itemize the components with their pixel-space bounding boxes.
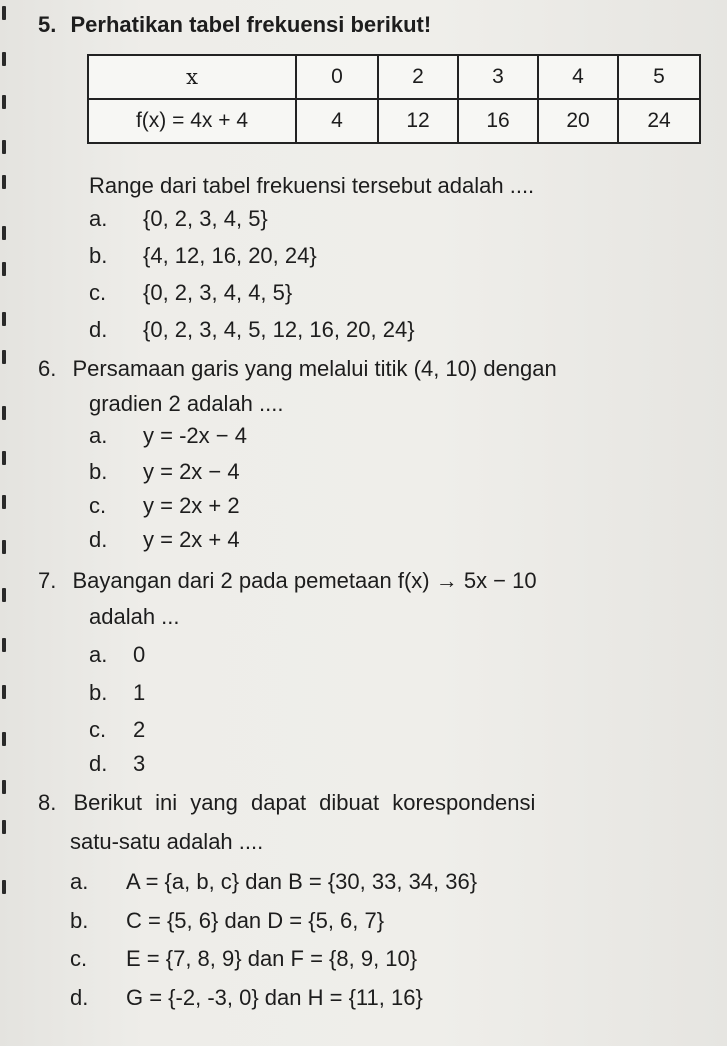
option-row [89, 717, 146, 743]
table-cell: 12 [378, 99, 458, 143]
option-text: y = 2x − 4 [143, 459, 240, 484]
binder-hole [2, 226, 6, 240]
table-cell: 2 [378, 55, 458, 99]
question-6-line2: gradien 2 adalah .... [89, 391, 284, 416]
option-letter: d. [89, 317, 108, 342]
question-number: 5. [38, 12, 57, 37]
option-row [89, 243, 317, 269]
binder-hole [2, 540, 6, 554]
binder-hole [2, 820, 6, 834]
table-cell: 4 [296, 99, 378, 143]
option-text: y = 2x + 2 [143, 493, 240, 518]
binder-hole [2, 685, 6, 699]
frequency-table [87, 54, 701, 144]
option-row [89, 280, 293, 306]
table-cell: 3 [458, 55, 538, 99]
option-text: {0, 2, 3, 4, 5, 12, 16, 20, 24} [143, 317, 415, 342]
binder-hole [2, 312, 6, 326]
binder-hole [2, 588, 6, 602]
question-5-header [38, 12, 431, 38]
binder-hole [2, 175, 6, 189]
binder-hole [2, 638, 6, 652]
option-letter: b. [89, 680, 108, 705]
option-row [89, 680, 146, 706]
option-text: 0 [133, 642, 146, 667]
option-letter: b. [70, 908, 89, 933]
option-text: {0, 2, 3, 4, 4, 5} [143, 280, 293, 305]
binder-hole [2, 495, 6, 509]
option-text: y = 2x + 4 [143, 527, 240, 552]
option-text: 2 [133, 717, 146, 742]
question-prompt: Perhatikan tabel frekuensi berikut! [70, 12, 432, 37]
table-cell: 20 [538, 99, 618, 143]
option-row [70, 908, 385, 934]
table-row [88, 99, 700, 143]
option-letter: c. [89, 717, 107, 742]
option-row [89, 459, 240, 485]
binder-hole [2, 6, 6, 20]
option-letter: d. [89, 751, 108, 776]
option-row [89, 317, 415, 343]
option-text: 1 [133, 680, 146, 705]
question-text: Bayangan dari 2 pada pemetaan f(x) → 5x − 10 [72, 568, 537, 593]
question-5-text: Range dari tabel frekuensi tersebut adalah .... [89, 173, 535, 198]
binder-hole [2, 95, 6, 109]
table-row [88, 55, 700, 99]
question-7-line1 [38, 568, 537, 594]
option-letter: d. [89, 527, 108, 552]
option-row [70, 869, 478, 895]
binder-hole [2, 406, 6, 420]
question-8-line2: satu-satu adalah .... [70, 829, 264, 854]
option-row [89, 527, 240, 553]
binder-hole [2, 140, 6, 154]
option-letter: b. [89, 243, 108, 268]
binder-hole [2, 262, 6, 276]
option-letter: c. [89, 493, 107, 518]
table-cell: 0 [296, 55, 378, 99]
option-letter: a. [89, 206, 108, 231]
table-header-fx: f(x) = 4x + 4 [88, 99, 296, 143]
binder-hole [2, 451, 6, 465]
option-letter: a. [70, 869, 89, 894]
option-text: 3 [133, 751, 146, 776]
binder-holes [2, 0, 32, 1046]
table-cell: 5 [618, 55, 700, 99]
option-row [89, 423, 247, 449]
binder-hole [2, 732, 6, 746]
option-row [89, 206, 268, 232]
binder-hole [2, 350, 6, 364]
question-text: Berikut ini yang dapat dibuat korespondensi [73, 790, 536, 815]
option-text: {0, 2, 3, 4, 5} [143, 206, 268, 231]
question-number: 8. [38, 790, 57, 815]
option-letter: c. [89, 280, 107, 305]
option-text: A = {a, b, c} dan B = {30, 33, 34, 36} [126, 869, 478, 894]
question-6-line1 [38, 356, 557, 382]
option-row [70, 985, 423, 1011]
option-text: y = -2x − 4 [143, 423, 247, 448]
option-letter: b. [89, 459, 108, 484]
option-letter: a. [89, 423, 108, 448]
question-text: Persamaan garis yang melalui titik (4, 10) dengan [72, 356, 557, 381]
option-text: G = {-2, -3, 0} dan H = {11, 16} [126, 985, 423, 1010]
table-cell: 24 [618, 99, 700, 143]
binder-hole [2, 780, 6, 794]
question-number: 6. [38, 356, 57, 381]
option-letter: c. [70, 946, 88, 971]
binder-hole [2, 52, 6, 66]
table-cell: 16 [458, 99, 538, 143]
option-row [89, 751, 146, 777]
option-text: {4, 12, 16, 20, 24} [143, 243, 317, 268]
question-7-line2: adalah ... [89, 604, 180, 629]
option-row [70, 946, 418, 972]
table-cell: 4 [538, 55, 618, 99]
binder-hole [2, 880, 6, 894]
option-letter: d. [70, 985, 89, 1010]
option-text: C = {5, 6} dan D = {5, 6, 7} [126, 908, 385, 933]
option-letter: a. [89, 642, 108, 667]
question-8-line1 [38, 790, 535, 816]
option-row [89, 493, 240, 519]
option-row [89, 642, 146, 668]
option-text: E = {7, 8, 9} dan F = {8, 9, 10} [126, 946, 418, 971]
table-header-x: x [88, 55, 296, 99]
question-number: 7. [38, 568, 57, 593]
